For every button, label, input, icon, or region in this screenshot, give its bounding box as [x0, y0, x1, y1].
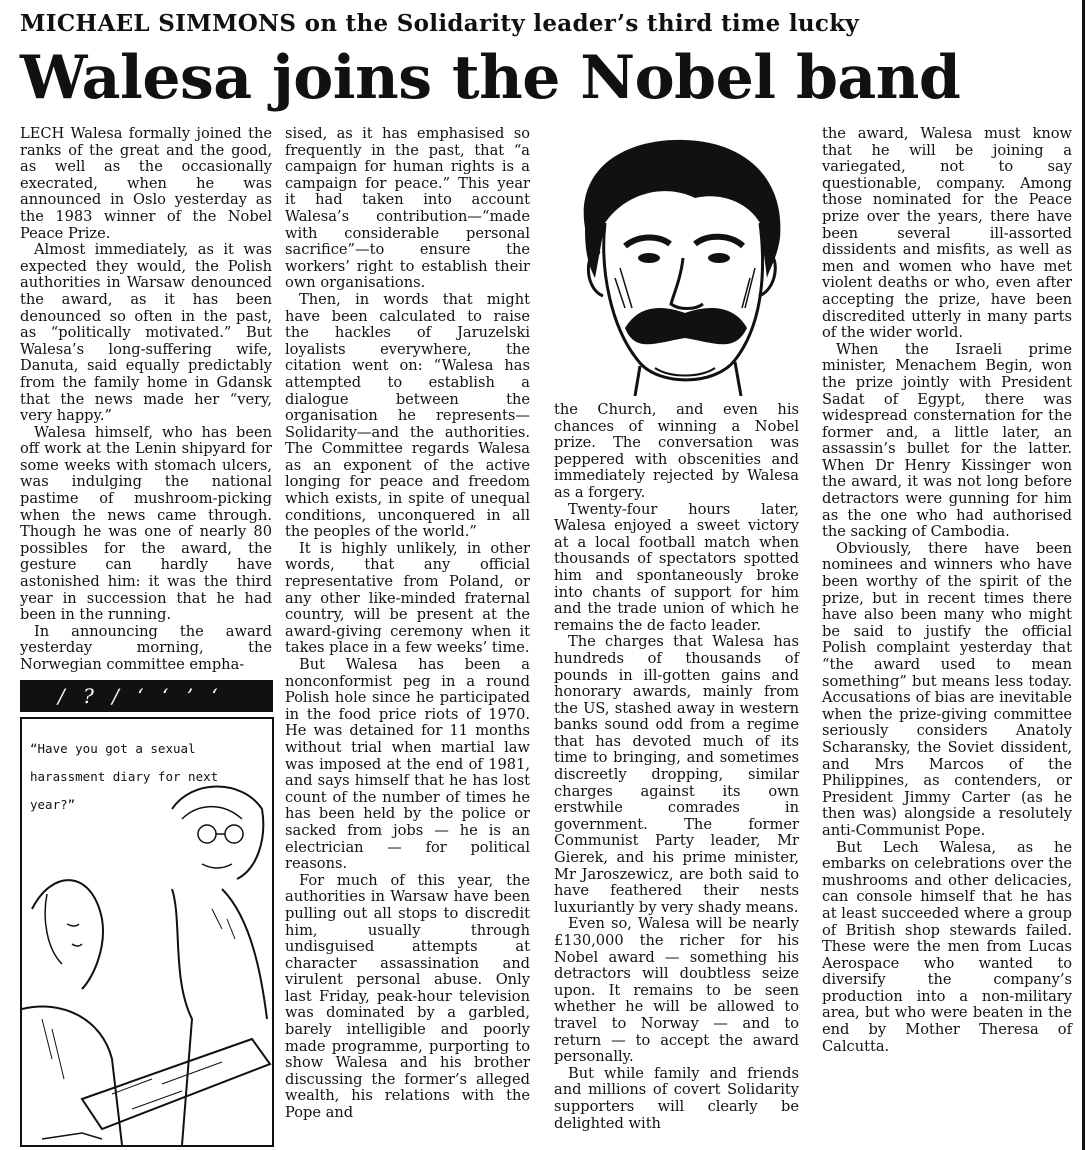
- article-column-4: [822, 126, 1072, 1055]
- paragraph: Even so, Walesa will be nearly £130,000 the richer for his Nobel award — something his detractors will doubtless seize upon. It remains to be seen whether he will be allowed to travel to Norway — and to return — to accept the award personally.: [554, 915, 799, 1066]
- article-column-1: [20, 126, 272, 674]
- paragraph: But while family and friends and millions of covert Solidarity supporters will clearly be delighted with: [554, 1064, 799, 1132]
- paragraph: Obviously, there have been nominees and winners who have been worthy of the spirit of the prize, but in recent times there have also been many who might be said to justify the official Polish complaint yesterday that “the award used to mean something” but means less today. Accusations of bias are inevitable when the prize-giving committee seriously considers Anatoly Scharansky, the Soviet dissident, and Mrs Marcos of the Philippines, as contenders, or President Jimmy Carter (as he then was) alongside a resolutely anti-Communist Pope.: [822, 539, 1072, 839]
- paragraph: Almost immediately, as it was expected they would, the Polish authorities in Warsaw denounced the award, as it has been denounced so often in the past, as “politically motivated.” But Walesa’s long-suffering wife, Danuta, said equally predictably from the family home in Gdansk that the news made her “very, very happy.”: [20, 241, 272, 425]
- cartoon-caption: “Have you got a sexual harassment diary for next year?”: [30, 741, 219, 812]
- paragraph: Twenty-four hours later, Walesa enjoyed a sweet victory at a local football match when thousands of spectators spotted him and spontaneously broke into chants of support for him and the trade union of which he remains the de facto leader.: [554, 500, 799, 634]
- paragraph: It is highly unlikely, in other words, that any official representative from Poland, or any other like-minded fraternal country, will be present at the award-giving ceremony when it takes place in a few weeks’ time.: [285, 539, 530, 657]
- paragraph: The charges that Walesa has hundreds of thousands of pounds in ill-gotten gains and honorary awards, mainly from the US, stashed away in western banks sound odd from a regime that has devoted much of its time to bringing, and sometimes discreetly dropping, similar charges against its own erstwhile comrades in government. The former Communist Party leader, Mr Gierek, and his prime minister, Mr Jaroszewicz, are both said to have feathered their nests luxuriantly by very shady means.: [554, 633, 799, 916]
- paragraph: Walesa himself, who has been off work at the Lenin shipyard for some weeks with stomach ulcers, was indulging the national pastime of mushroom-picking when the news came through. Though he was one of nearly 80 possibles for the award, the gesture can hardly have astonished him: it was the third year in succession that he had been in the running.: [20, 423, 272, 624]
- page-edge-rule: [1082, 0, 1085, 1150]
- paragraph: But Walesa has been a nonconformist peg in a round Polish hole since he participated in the food price riots of 1970. He was detained for 11 months without trial when martial law was imposed at the end of 1981, and says himself that he has lost count of the number of times he has been held by the police or sacked from jobs — he is an electrician — for political reasons.: [285, 656, 530, 873]
- cartoonist-signature: / ? / ‘ ‘ ’ ‘: [58, 684, 224, 708]
- paragraph: LECH Walesa formally joined the ranks of the great and the good, as well as the occasionally execrated, when he was announced in Oslo yesterday as the 1983 winner of the Nobel Peace Prize.: [20, 125, 272, 242]
- paragraph: When the Israeli prime minister, Menachem Begin, won the prize jointly with President Sadat of Egypt, there was widespread consternation for the former and, a little later, an assassin’s bullet for the latter. When Dr Henry Kissinger won the award, it was not long before detractors were gunning for him as the one who had authorised the sacking of Cambodia.: [822, 340, 1072, 541]
- paragraph: For much of this year, the authorities in Warsaw have been pulling out all stops to discredit him, usually through undisguised attempts at character assassination and virulent personal abuse. Only last Friday, peak-hour television was dominated by a garbled, barely intelligible and poorly made programme, purporting to show Walesa and his brother discussing the former’s alleged wealth, his relations with the Pope and: [285, 871, 530, 1122]
- article-column-3: [554, 402, 799, 1132]
- walesa-portrait-illustration: [545, 128, 807, 396]
- paragraph: Then, in words that might have been calculated to raise the hackles of Jaruzelski loyalists everywhere, the citation went on: “Walesa has attempted to establish a dialogue between the organisation he represents—Solidarity—and the authorities. The Committee regards Walesa as an exponent of the active longing for peace and freedom which exists, in spite of unequal conditions, unconquered in all the peoples of the world.”: [285, 290, 530, 541]
- paragraph: the award, Walesa must know that he will be joining a variegated, not to say questionable, company. Among those nominated for the Peace prize over the years, there have been several ill-assorted dissidents and misfits, as well as men and women who have met violent deaths or who, even after accepting the prize, have been discredited utterly in many parts of the wider world.: [822, 125, 1072, 342]
- headline: Walesa joins the Nobel band: [20, 43, 961, 113]
- paragraph: But Lech Walesa, as he embarks on celebrations over the mushrooms and other delicacies, can console himself that he has at least succeeded where a group of British shop stewards failed. These were the men from Lucas Aerospace who wanted to diversify the company’s production into a non-military area, but who were beaten in the end by Mother Theresa of Calcutta.: [822, 838, 1072, 1055]
- paragraph: the Church, and even his chances of winning a Nobel prize. The conversation was peppered with obscenities and immediately rejected by Walesa as a forgery.: [554, 401, 799, 501]
- article-column-2: [285, 126, 530, 1122]
- paragraph: In announcing the award yesterday morning, the Norwegian committee empha-: [20, 622, 272, 673]
- byline-kicker: MICHAEL SIMMONS on the Solidarity leader’s third time lucky: [20, 10, 860, 37]
- paragraph: sised, as it has emphasised so frequently in the past, that “a campaign for human rights is a campaign for peace.” This year it had taken into account Walesa’s contribution—“made with considerable personal sacrifice”—to ensure the workers’ right to establish their own organisations.: [285, 125, 530, 292]
